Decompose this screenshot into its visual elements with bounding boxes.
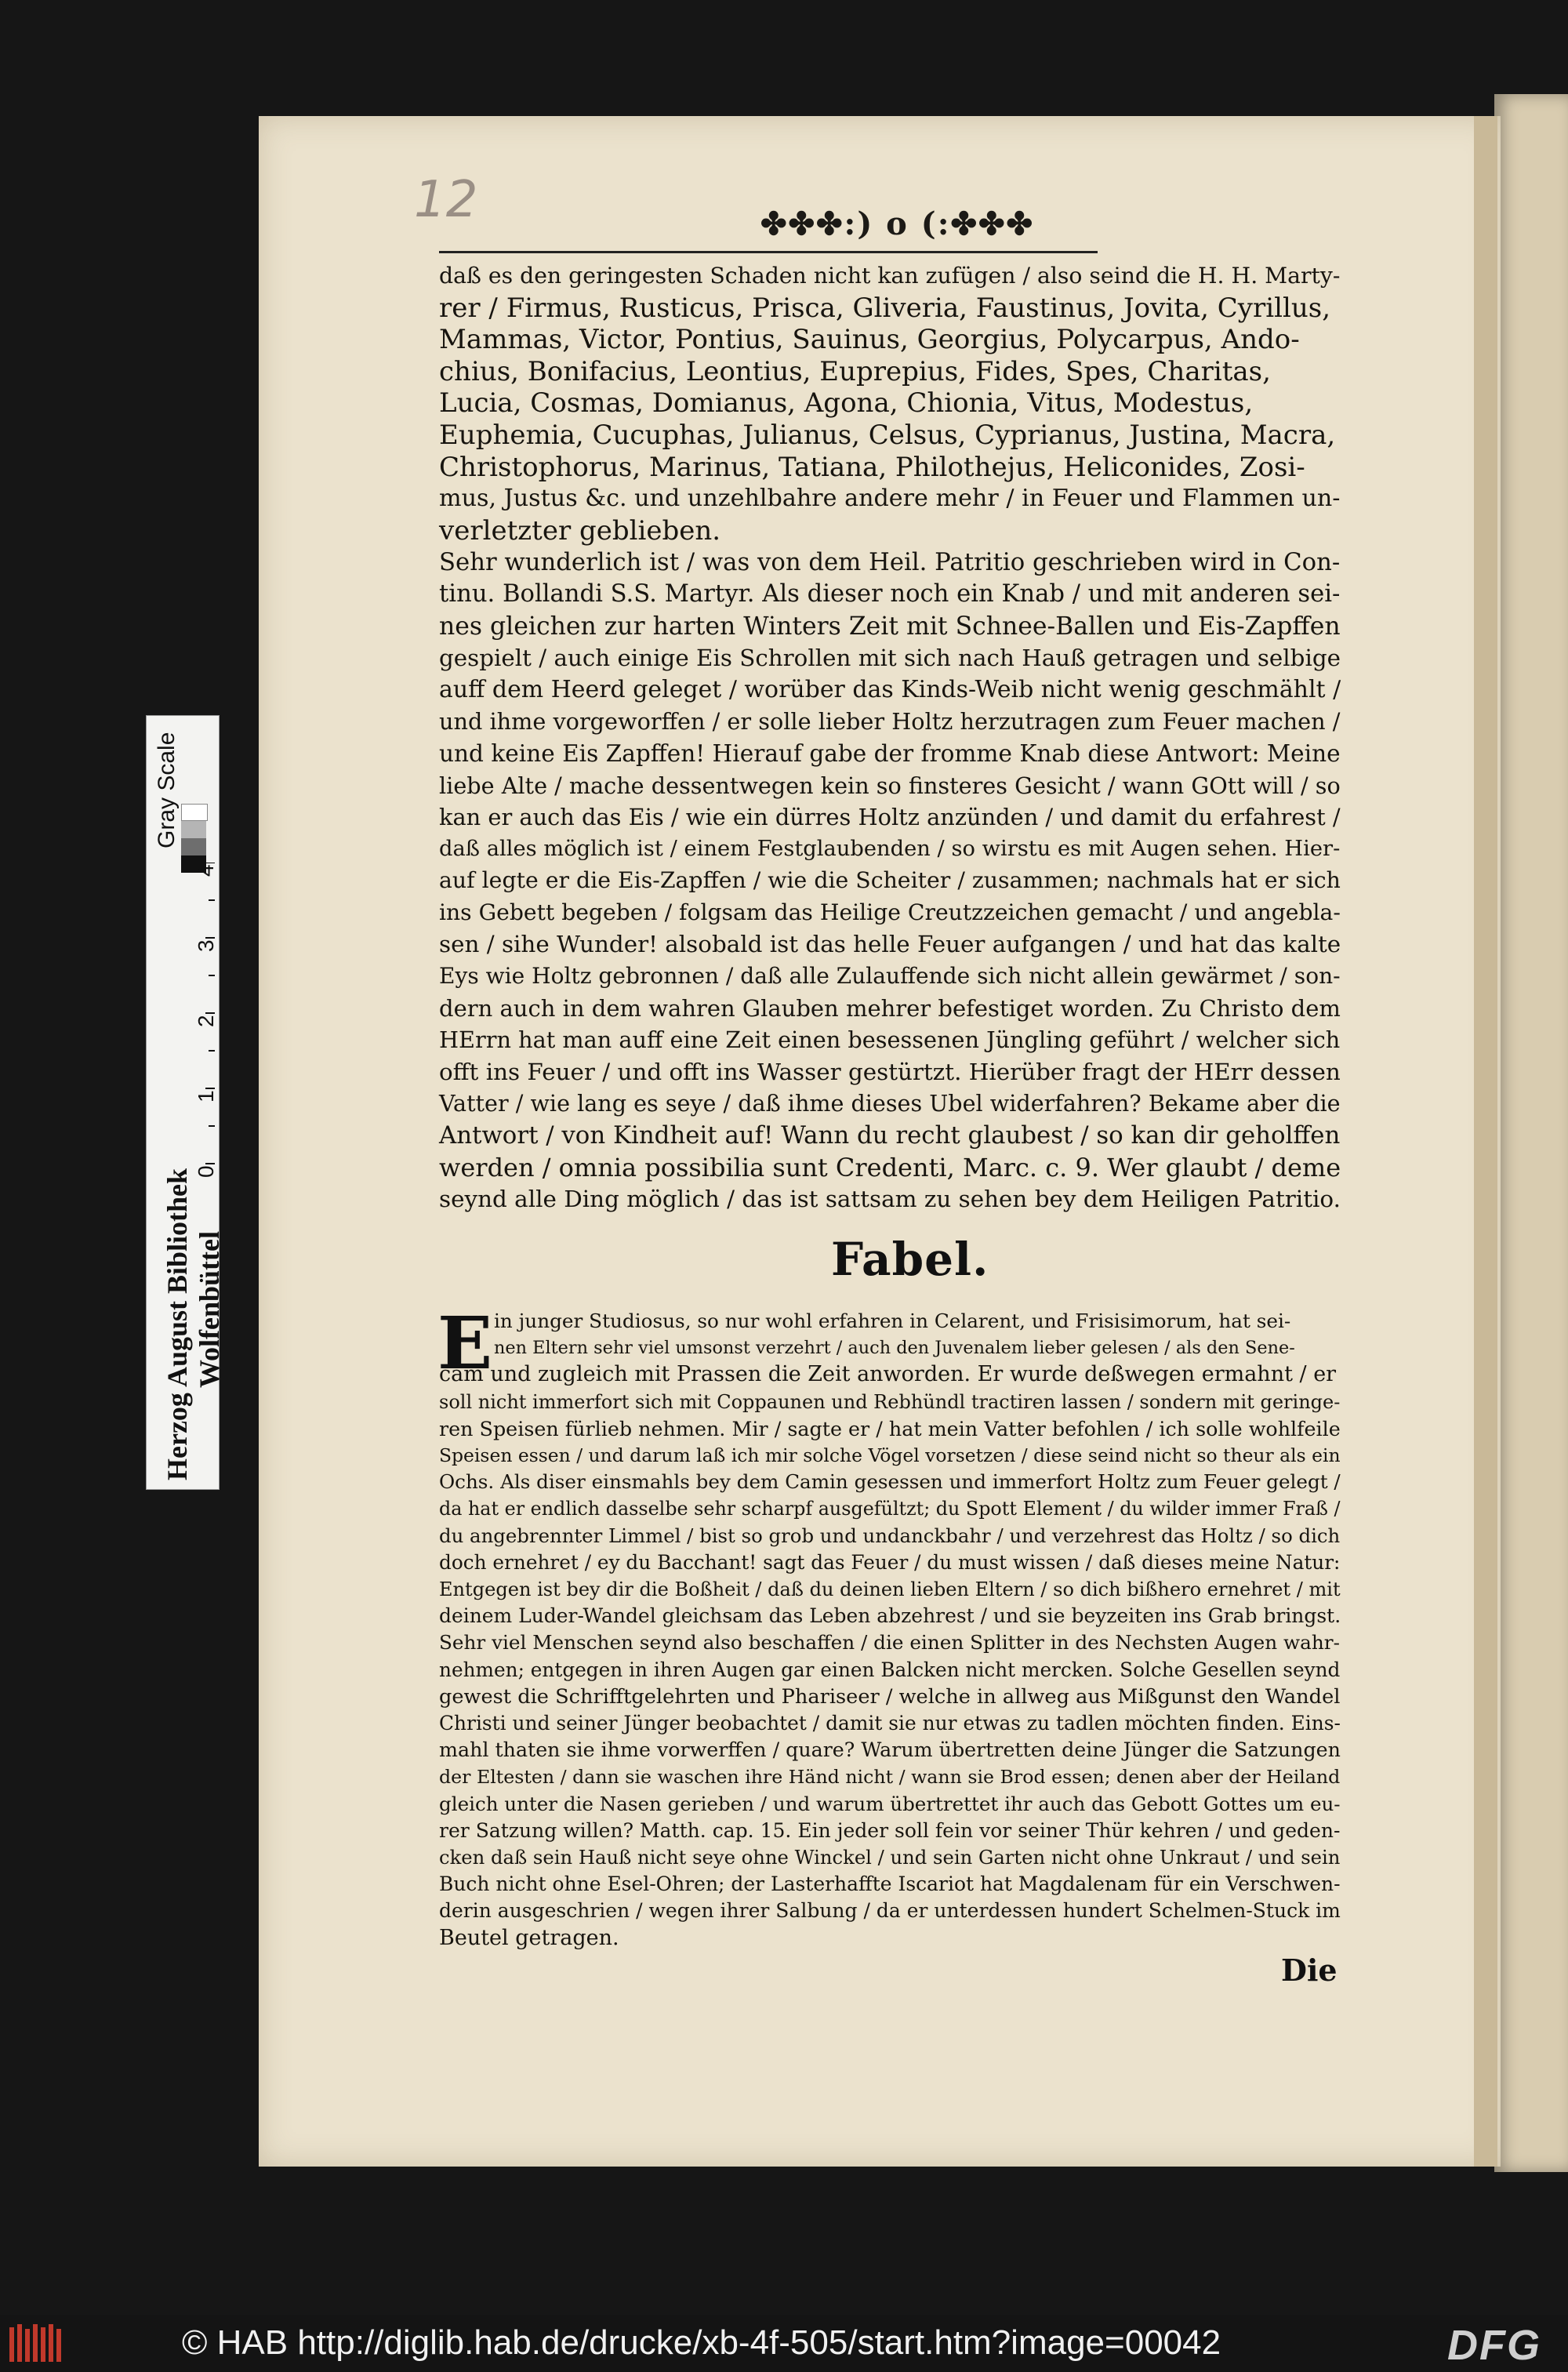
ruler-number-4: 4 xyxy=(194,864,218,877)
text-line: chius, Bonifacius, Leontius, Euprepius, Fides, Spes, Charitas, xyxy=(439,355,1271,387)
text-line: gespielt / auch einige Eis Schrollen mit sich nach Hauß getragen und selbige xyxy=(439,645,1341,672)
ruler-number-1: 1 xyxy=(194,1090,218,1102)
text-line: offt ins Feuer / und offt ins Wasser gestürtzt. Hierüber fragt der HErr dessen xyxy=(439,1058,1341,1085)
fabel-line: Beutel getragen. xyxy=(439,1925,619,1950)
gray-scale-label: Gray Scale xyxy=(154,732,180,848)
text-line: tinu. Bollandi S.S. Martyr. Als dieser noch ein Knab / und mit anderen sei- xyxy=(439,579,1341,608)
ruler-number-0: 0 xyxy=(194,1165,218,1178)
main-text xyxy=(439,260,1341,1215)
fabel-heading: Fabel. xyxy=(831,1233,989,1286)
fabel-line: Buch nicht ohne Esel-Ohren; der Lasterhaffte Iscariot hat Magdalenam für ein Verschwen- xyxy=(439,1873,1341,1896)
text-line: liebe Alte / mache dessentwegen kein so finsteres Gesicht / wann GOtt will / so xyxy=(439,772,1341,799)
fabel-line: du angebrennter Limmel / bist so grob und undanckbahr / und verzehrest das Holtz / so dich xyxy=(439,1524,1341,1547)
fabel-line: da hat er endlich dasselbe sehr scharpf ausgefültzt; du Spott Element / du wilder immer Fraß / xyxy=(439,1498,1341,1520)
drop-initial: E xyxy=(437,1301,493,1386)
text-line: kan er auch das Eis / wie ein dürres Holtz anzünden / und damit du erfahrest / xyxy=(439,804,1341,831)
text-line: daß alles möglich ist / einem Festglaubenden / so wirstu es mit Augen sehen. Hier- xyxy=(439,836,1341,861)
page-gutter xyxy=(1474,116,1497,2167)
fabel-line: doch ernehret / ey du Bacchant! sagt das Feuer / du must wissen / daß dieses meine Natur: xyxy=(439,1550,1341,1574)
text-line: Sehr wunderlich ist / was von dem Heil. Patritio geschrieben wird in Con- xyxy=(439,548,1341,577)
handwritten-page-number: 12 xyxy=(414,171,478,229)
fabel-text xyxy=(437,1301,1341,1952)
text-line: Christophorus, Marinus, Tatiana, Philothejus, Heliconides, Zosi- xyxy=(439,451,1305,483)
fabel-line: derin ausgeschrien / wegen ihrer Salbung / da er unterdessen hundert Schelmen-Stuck im xyxy=(439,1899,1341,1923)
fabel-line: Ochs. Als diser einsmahls bey dem Camin gesessen und immerfort Holtz zum Feuer gelegt / xyxy=(439,1470,1341,1494)
fabel-line: der Eltesten / dann sie waschen ihre Händ nicht / wann sie Brod essen; denen aber der Heiland xyxy=(439,1766,1341,1789)
fabel-line: deinem Luder-Wandel gleichsam das Leben abzehrest / und sie beyzeiten ins Grab bringst. xyxy=(439,1604,1341,1628)
fabel-line: cken daß sein Hauß nicht seye ohne Winckel / und sein Garten nicht ohne Unkraut / und sein xyxy=(439,1846,1341,1869)
fabel-line: Sehr viel Menschen seynd also beschaffen / die einen Splitter in des Nechsten Augen wahr- xyxy=(439,1631,1340,1655)
fabel-line: gleich unter die Nasen gerieben / und warum übertrettet ihr auch das Gebott Gottes um eu- xyxy=(439,1792,1341,1815)
text-line: verletzter geblieben. xyxy=(439,514,721,547)
text-line: Lucia, Cosmas, Domianus, Agona, Chionia, Vitus, Modestus, xyxy=(439,387,1254,420)
text-line: rer / Firmus, Rusticus, Prisca, Gliveria, Faustinus, Jovita, Cyrillus, xyxy=(439,292,1331,324)
fabel-line: nen Eltern sehr viel umsonst verzehrt / auch den Juvenalem lieber gelesen / als den Sene- xyxy=(494,1338,1295,1359)
fabel-line: cam und zugleich mit Prassen die Zeit anworden. Er wurde deßwegen ermahnt / er xyxy=(439,1362,1337,1387)
white-swatch xyxy=(181,804,208,821)
fabel-line: Entgegen ist bey dir die Boßheit / daß du deinen lieben Eltern / so dich bißhero ernehret / mit xyxy=(439,1578,1341,1601)
library-name: Herzog August Bibliothek xyxy=(162,1168,193,1480)
text-line: daß es den geringesten Schaden nicht kan zufügen / also seind die H. H. Marty- xyxy=(439,263,1341,289)
fabel-line: rer Satzung willen? Matth. cap. 15. Ein jeder soll fein vor seiner Thür kehren / und geden- xyxy=(439,1818,1341,1842)
fabel-line: in junger Studiosus, so nur wohl erfahren in Celarent, und Frisisimorum, hat sei- xyxy=(494,1310,1291,1332)
text-line: auff dem Heerd geleget / worüber das Kinds-Weib nicht wenig geschmählt / xyxy=(439,675,1341,703)
fabel-line: soll nicht immerfort sich mit Coppaunen und Rebhündl tractiren lassen / sondern mit geringe- xyxy=(439,1390,1341,1413)
text-line: Euphemia, Cucuphas, Julianus, Celsus, Cyprianus, Justina, Macra, xyxy=(439,419,1336,451)
ruler-ticks xyxy=(205,863,215,1176)
text-line: nes gleichen zur harten Winters Zeit mit Schnee-Ballen und Eis-Zapffen xyxy=(439,612,1341,641)
fabel-line: ren Speisen fürlieb nehmen. Mir / sagte er / hat mein Vatter befohlen / ich solle wohlfeile xyxy=(439,1416,1341,1440)
text-line: mus, Justus &c. und unzehlbahre andere mehr / in Feuer und Flammen un- xyxy=(439,485,1341,513)
library-city: Wolfenbüttel xyxy=(194,1230,225,1388)
text-line: Antwort / von Kindheit auf! Wann du recht glaubest / so kan dir geholffen xyxy=(439,1121,1341,1150)
text-line: sen / sihe Wunder! alsobald ist das helle Feuer aufgangen / und hat das kalte xyxy=(439,931,1341,958)
catchword: Die xyxy=(1281,1952,1338,1988)
header-ornament: ✤✤✤:) o (:✤✤✤ xyxy=(760,205,1035,242)
hab-logo-icon xyxy=(6,2321,64,2365)
text-line: werden / omnia possibilia sunt Credenti, Marc. c. 9. Wer glaubt / deme xyxy=(439,1152,1341,1182)
light-gray-swatch xyxy=(181,821,206,838)
ruler-number-3: 3 xyxy=(194,939,218,952)
text-line: Eys wie Holtz gebronnen / daß alle Zulauffende sich nicht allein gewärmet / son- xyxy=(439,963,1341,990)
text-line: HErrn hat man auff eine Zeit einen besessenen Jüngling geführt / welcher sich xyxy=(439,1026,1341,1054)
text-line: auf legte er die Eis-Zapffen / wie die Scheiter / zusammen; nachmals hat er sich xyxy=(439,867,1341,894)
fabel-line: Christi und seiner Jünger beobachtet / damit sie nur etwas zu tadlen möchten finden. Eins- xyxy=(439,1712,1341,1735)
fabel-line: nehmen; entgegen in ihren Augen gar einen Balcken nicht mercken. Solche Gesellen seynd xyxy=(439,1658,1341,1681)
text-line: und ihme vorgeworffen / er solle lieber Holtz herzutragen zum Feuer machen / xyxy=(439,708,1341,736)
text-line: und keine Eis Zapffen! Hierauf gabe der fromme Knab diese Antwort: Meine xyxy=(439,739,1341,767)
text-line: Vatter / wie lang es seye / daß ihme dieses Ubel widerfahren? Bekame aber die xyxy=(439,1090,1341,1117)
mid-gray-swatch xyxy=(181,838,206,855)
fabel-line: mahl thaten sie ihme vorwerffen / quare? Warum übertretten deine Jünger die Satzungen xyxy=(439,1738,1341,1762)
text-line: Mammas, Victor, Pontius, Sauinus, Georgius, Polycarpus, Ando- xyxy=(439,324,1300,356)
text-line: seynd alle Ding möglich / das ist sattsam zu sehen bey dem Heiligen Patritio. xyxy=(439,1186,1341,1213)
text-line: ins Gebett begeben / folgsam das Heilige Creutzzeichen gemacht / und angebla- xyxy=(439,899,1341,925)
header-rule xyxy=(439,251,1098,253)
ruler-number-2: 2 xyxy=(194,1015,218,1027)
next-page-edge xyxy=(1494,94,1568,2172)
text-line: dern auch in dem wahren Glauben mehrer befestiget worden. Zu Christo dem xyxy=(439,994,1341,1022)
fabel-line: gewest die Schrifftgelehrten und Phariseer / welche in allweg aus Mißgunst den Wandel xyxy=(439,1684,1341,1709)
dfg-logo: DFG xyxy=(1447,2322,1541,2369)
fabel-line: Speisen essen / und darum laß ich mir solche Vögel vorsetzen / diese seind nicht so theur als ein xyxy=(439,1444,1341,1467)
footer-url[interactable]: © HAB http://diglib.hab.de/drucke/xb-4f-505/start.htm?image=00042 xyxy=(182,2323,1221,2362)
